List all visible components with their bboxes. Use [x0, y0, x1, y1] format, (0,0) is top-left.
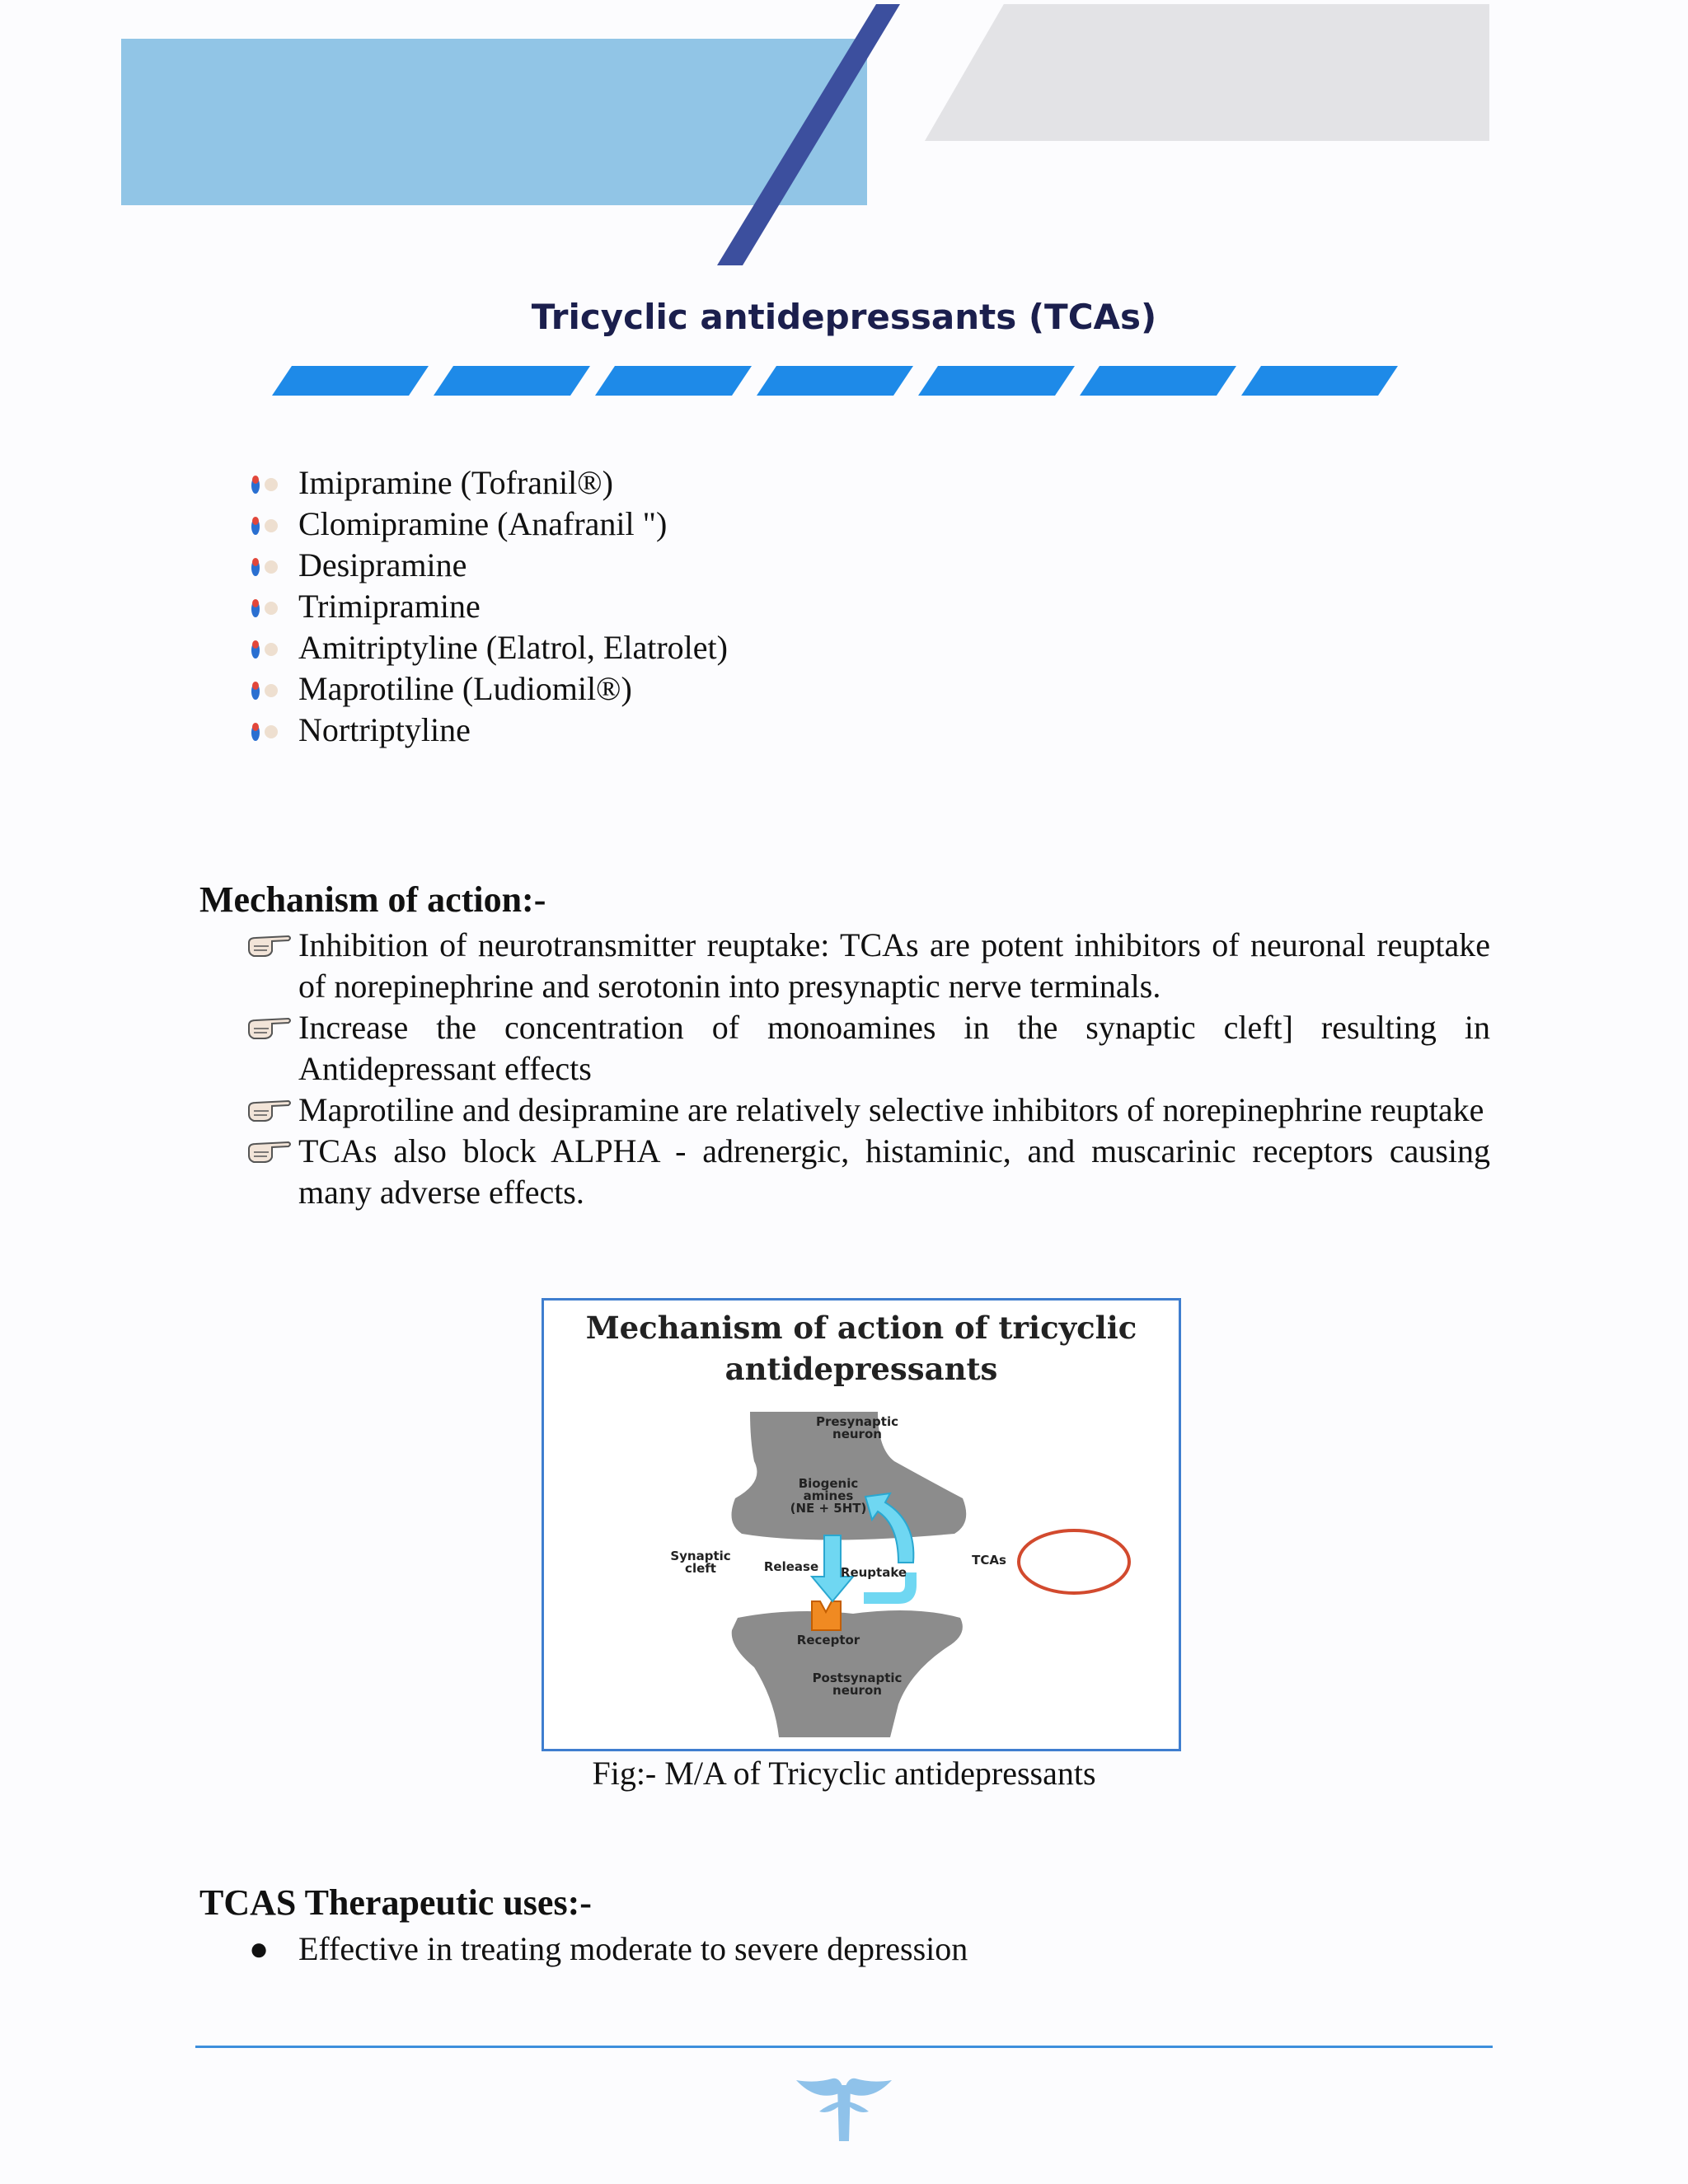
figure-title: Mechanism of action of tricyclic antidepressants	[585, 1310, 1137, 1387]
list-item: Clomipramine (Anafranil ")	[247, 504, 1484, 545]
pill-icon	[247, 596, 280, 619]
mechanism-heading: Mechanism of action:-	[199, 879, 546, 920]
mechanism-figure	[542, 1298, 1181, 1751]
list-item: Increase the concentration of monoamines in the synaptic cleft] resulting in Antidepressant effects	[247, 1007, 1490, 1090]
list-item: ● Effective in treating moderate to severe depression	[247, 1929, 1484, 1970]
drug-list	[247, 462, 1484, 751]
title-underline-stripes	[272, 366, 1401, 396]
label-release: Release	[763, 1559, 819, 1574]
list-item: Inhibition of neurotransmitter reuptake: TCAs are potent inhibitors of neuronal reuptake of norepinephrine and serotonin into presynaptic nerve terminals.	[247, 925, 1490, 1007]
label-postsynaptic: Postsynaptic	[812, 1671, 903, 1685]
list-item: Maprotiline and desipramine are relatively selective inhibitors of norepinephrine reuptake	[247, 1090, 1490, 1131]
pointing-hand-icon	[247, 1096, 292, 1122]
label-presynaptic-neuron: neuron	[832, 1427, 882, 1441]
synapse-diagram	[544, 1301, 1179, 1749]
pointing-hand-icon	[247, 1137, 292, 1164]
label-amines: amines	[803, 1488, 854, 1503]
mechanism-list	[247, 925, 1490, 1213]
pill-icon	[247, 678, 280, 701]
pill-icon	[247, 513, 280, 537]
tcas-ellipse	[1019, 1530, 1129, 1593]
list-item: Maprotiline (Ludiomil®)	[247, 668, 1484, 710]
label-receptor: Receptor	[796, 1633, 860, 1647]
header-gray-band	[925, 4, 1489, 141]
figure-caption: Fig:- M/A of Tricyclic antidepressants	[592, 1755, 1096, 1792]
label-presynaptic: Presynaptic	[815, 1414, 899, 1429]
pointing-hand-icon	[247, 931, 292, 958]
pill-icon	[247, 637, 280, 660]
bullet-icon: ●	[249, 1930, 270, 1967]
pill-icon	[247, 472, 280, 495]
list-item: Desipramine	[247, 545, 1484, 586]
pointing-hand-icon	[247, 1014, 292, 1040]
logo-icon	[791, 2069, 897, 2143]
list-item: Imipramine (Tofranil®)	[247, 462, 1484, 504]
label-ne-5ht: (NE + 5HT)	[790, 1501, 867, 1516]
list-item: TCAs also block ALPHA - adrenergic, histaminic, and muscarinic receptors causing many adverse effects.	[247, 1131, 1490, 1213]
label-cleft: cleft	[685, 1561, 716, 1576]
list-item: Amitriptyline (Elatrol, Elatrolet)	[247, 627, 1484, 668]
header-diagonal-accent	[717, 4, 907, 265]
uses-list	[247, 1929, 1484, 1970]
label-reuptake: Reuptake	[840, 1565, 907, 1580]
label-biogenic: Biogenic	[798, 1476, 859, 1491]
page-title: Tricyclic antidepressants (TCAs)	[531, 297, 1157, 337]
footer-divider	[195, 2046, 1493, 2048]
label-postsynaptic-neuron: neuron	[832, 1683, 882, 1698]
label-synaptic: Synaptic	[670, 1549, 731, 1563]
label-tcas: TCAs	[972, 1553, 1006, 1568]
list-item: Nortriptyline	[247, 710, 1484, 751]
pill-icon	[247, 719, 280, 743]
pill-icon	[247, 555, 280, 578]
list-item: Trimipramine	[247, 586, 1484, 627]
uses-heading: TCAS Therapeutic uses:-	[199, 1882, 592, 1923]
receptor-shape	[812, 1601, 841, 1630]
